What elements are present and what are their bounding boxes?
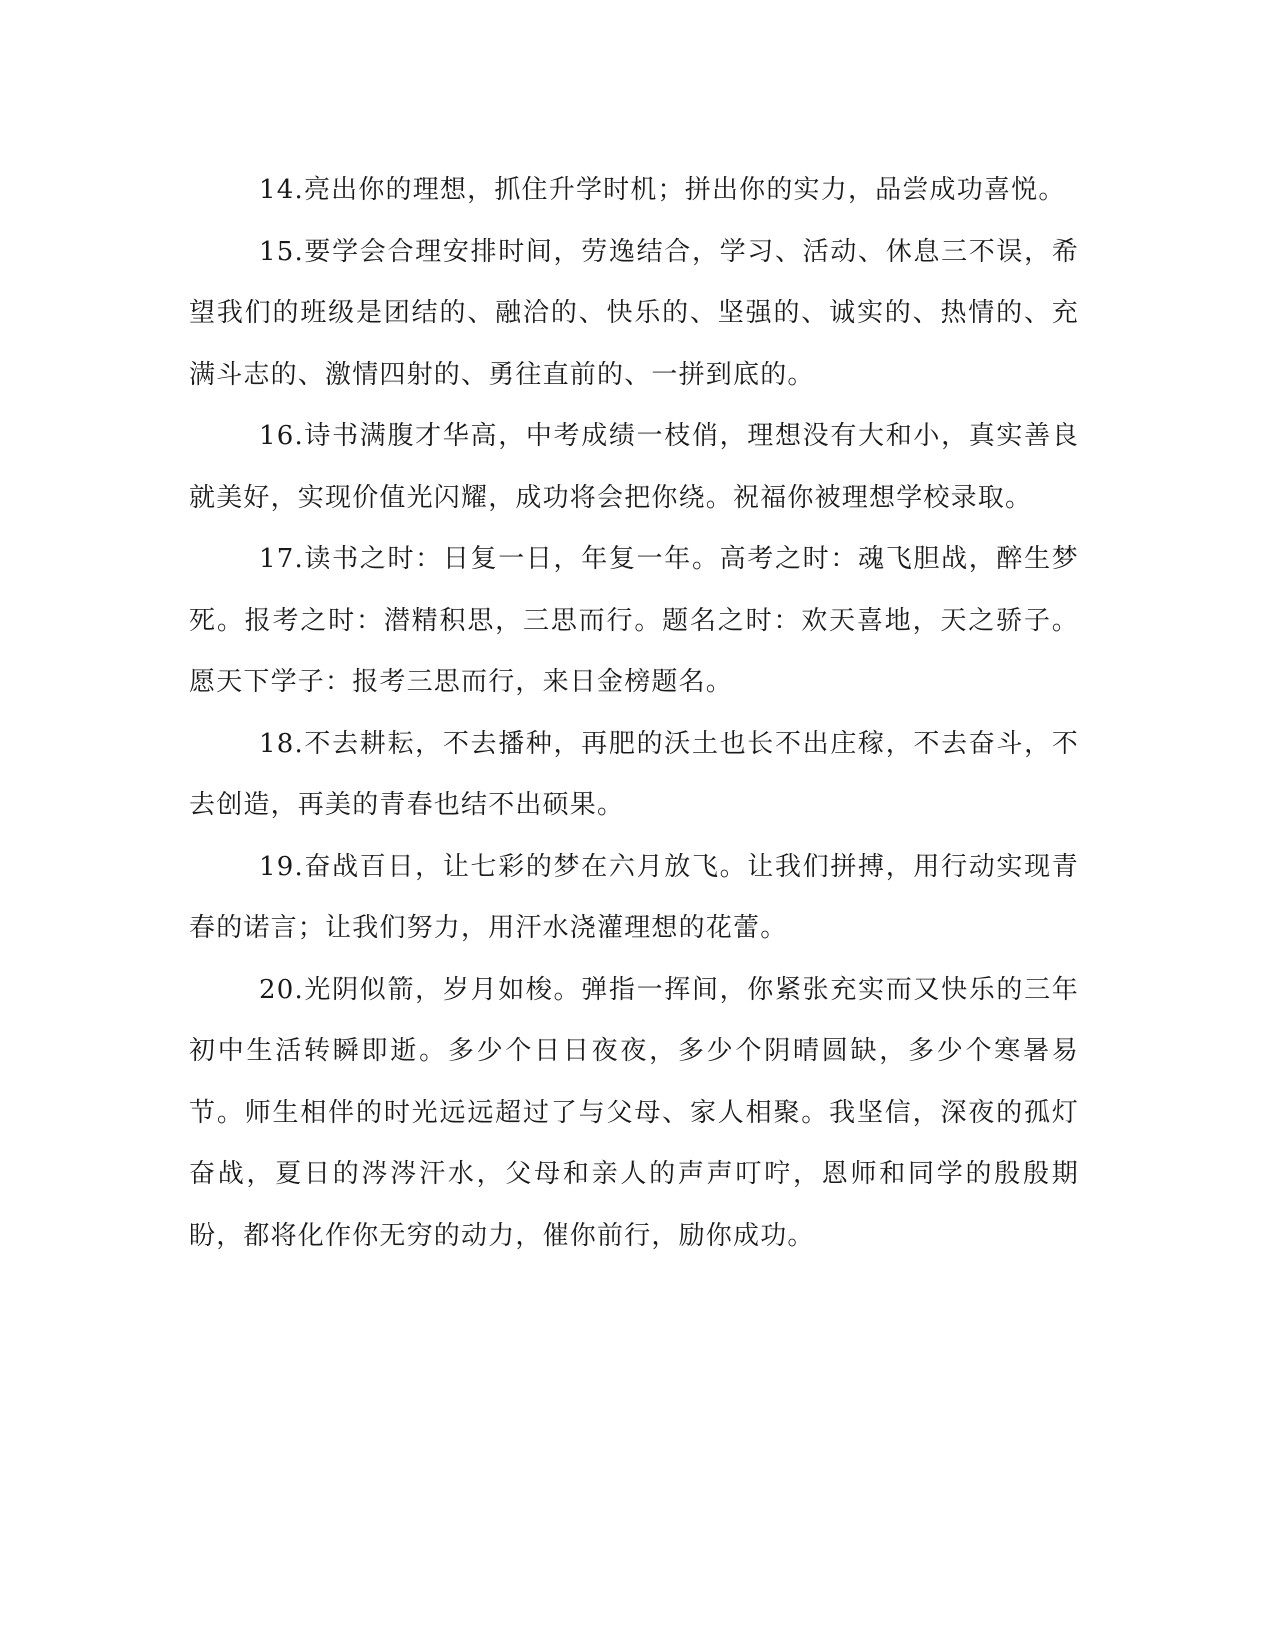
document-body xyxy=(189,160,1079,1267)
paragraph-18: 18.不去耕耘，不去播种，再肥的沃土也长不出庄稼，不去奋斗，不去创造，再美的青春也结不出硕果。 xyxy=(189,728,1079,820)
paragraph-15: 15.要学会合理安排时间，劳逸结合，学习、活动、休息三不误，希望我们的班级是团结的、融洽的、快乐的、坚强的、诚实的、热情的、充满斗志的、激情四射的、勇往直前的、一拼到底的。 xyxy=(189,236,1079,390)
paragraph-14: 14.亮出你的理想，抓住升学时机；拼出你的实力，品尝成功喜悦。 xyxy=(259,175,1066,205)
paragraph-16: 16.诗书满腹才华高，中考成绩一枝俏，理想没有大和小，真实善良就美好，实现价值光闪耀，成功将会把你绕。祝福你被理想学校录取。 xyxy=(189,421,1079,513)
paragraph-17: 17.读书之时：日复一日，年复一年。高考之时：魂飞胆战，醉生梦死。报考之时：潜精积思，三思而行。题名之时：欢天喜地，天之骄子。愿天下学子：报考三思而行，来日金榜题名。 xyxy=(189,544,1079,697)
paragraph-20: 20.光阴似箭，岁月如梭。弹指一挥间，你紧张充实而又快乐的三年初中生活转瞬即逝。多少个日日夜夜，多少个阴晴圆缺，多少个寒暑易节。师生相伴的时光远远超过了与父母、家人相聚。我坚信，深夜的孤灯奋战，夏日的涔涔汗水，父母和亲人的声声叮咛，恩师和同学的殷殷期盼，都将化作你无穷的动力，催你前行，励你成功。 xyxy=(189,974,1079,1251)
paragraph-19: 19.奋战百日，让七彩的梦在六月放飞。让我们拼搏，用行动实现青春的诺言；让我们努力，用汗水浇灌理想的花蕾。 xyxy=(189,851,1079,943)
